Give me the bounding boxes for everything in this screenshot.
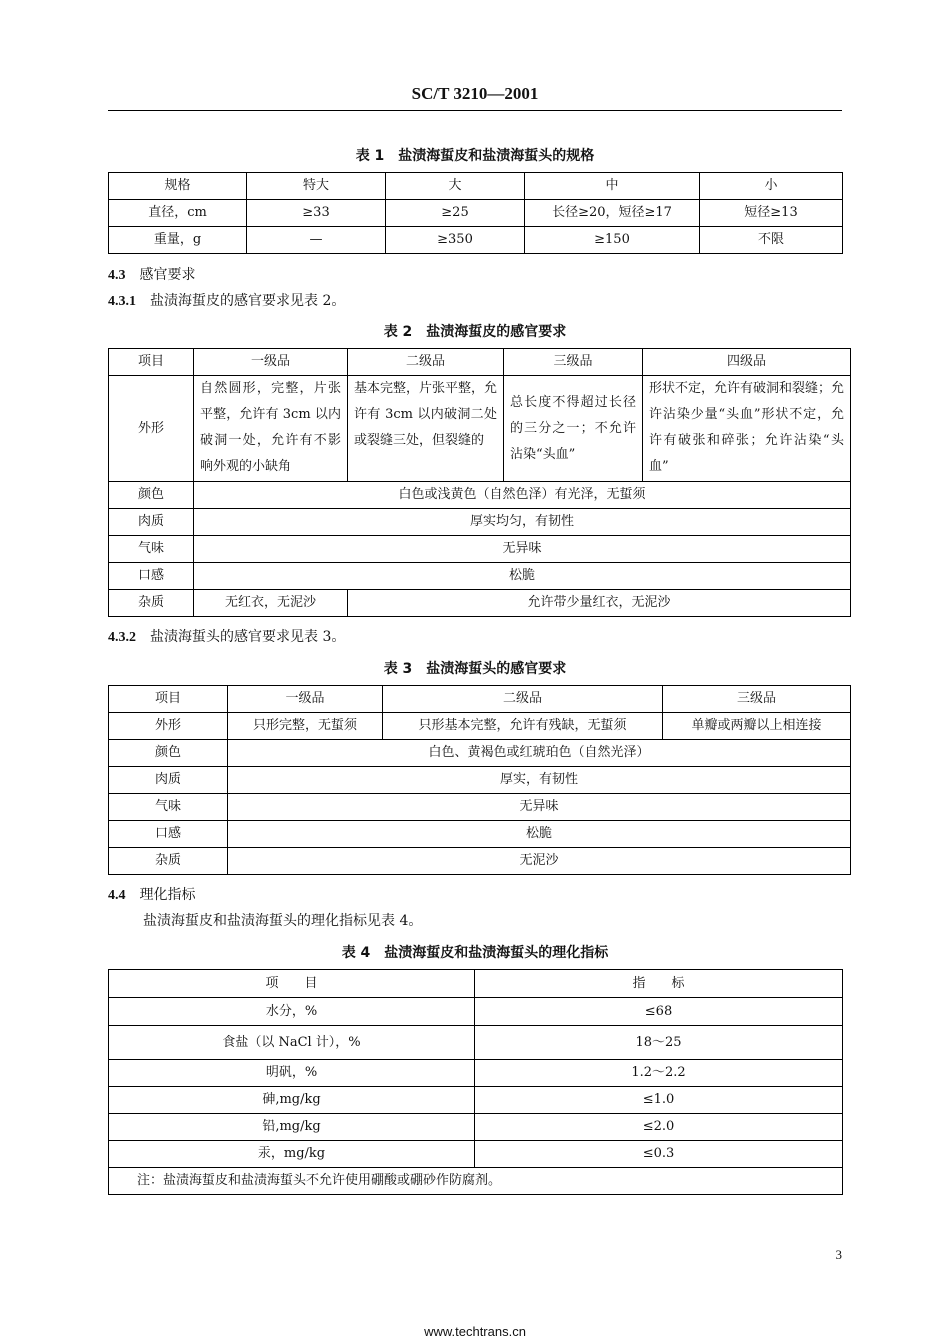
table2-row-color: [109, 482, 851, 509]
section-4-4-text: 盐渍海蜇皮和盐渍海蜇头的理化指标见表 4。: [143, 913, 423, 929]
table1-cell: 大: [386, 173, 525, 200]
table3-cell: 外形: [109, 713, 228, 740]
table4-header-row: [109, 970, 843, 998]
table4-cell: 砷,mg/kg: [109, 1087, 475, 1114]
table2-cell: 二级品: [348, 349, 504, 376]
table2-row-texture: [109, 509, 851, 536]
table1-caption: 表 1 盐渍海蜇皮和盐渍海蜇头的规格: [355, 148, 595, 164]
table1-cell: ≥150: [525, 227, 700, 254]
table3-cell: 无泥沙: [228, 848, 851, 875]
table4-row: [109, 1026, 843, 1060]
table3-cell: 二级品: [383, 686, 663, 713]
table3-cell: 白色、黄褐色或红琥珀色（自然光泽）: [228, 740, 851, 767]
section-title: 理化指标: [139, 887, 196, 903]
table2-cell: 形状不定，允许有破洞和裂缝；允许沾染少量“头血”形状不定，允许有破张和碎张；允许沾染“头血”: [643, 376, 851, 482]
table1-cell: 短径≥13: [700, 200, 843, 227]
table3-cell: 只形完整，无蜇须: [228, 713, 383, 740]
section-4-3-1-heading: [108, 292, 345, 311]
table2-cell: 口感: [109, 563, 194, 590]
table4-caption: 表 4 盐渍海蜇皮和盐渍海蜇头的理化指标: [341, 945, 609, 961]
table2-cell: 厚实均匀，有韧性: [194, 509, 851, 536]
table1-cell: 规格: [109, 173, 247, 200]
page-number: 3: [835, 1247, 842, 1262]
table3-row-smell: [109, 794, 851, 821]
header-rule: [108, 110, 842, 111]
table1-cell: ≥25: [386, 200, 525, 227]
table4-row: [109, 1087, 843, 1114]
table4-note-row: [109, 1168, 843, 1195]
table4-row: [109, 1114, 843, 1141]
table3-cell: 三级品: [663, 686, 851, 713]
table3-cell: 杂质: [109, 848, 228, 875]
table2-row-impurity: [109, 590, 851, 617]
table4-note: 注：盐渍海蜇皮和盐渍海蜇头不允许使用硼酸或硼砂作防腐剂。: [109, 1168, 843, 1195]
table4-cell: ≤68: [475, 998, 843, 1026]
table4-cell: 汞，mg/kg: [109, 1141, 475, 1168]
table2-cell: 四级品: [643, 349, 851, 376]
table1-header-row: [109, 173, 843, 200]
section-text: 盐渍海蜇皮的感官要求见表 2。: [150, 293, 346, 309]
table3-cell: 口感: [109, 821, 228, 848]
table2-cell: 允许带少量红衣，无泥沙: [348, 590, 851, 617]
table1-specifications: [108, 172, 843, 254]
table2-cell: 一级品: [194, 349, 348, 376]
table3-row-impurity: [109, 848, 851, 875]
table3-cell: 单瓣或两瓣以上相连接: [663, 713, 851, 740]
section-title: 感官要求: [139, 267, 196, 283]
footer-url: www.techtrans.cn: [424, 1324, 526, 1339]
section-number: 4.3: [108, 268, 126, 283]
table2-row-smell: [109, 536, 851, 563]
table2-cell: 基本完整，片张平整，允许有 3cm 以内破洞二处或裂缝三处，但裂缝的: [348, 376, 504, 482]
table3-cell: 肉质: [109, 767, 228, 794]
table3-cell: 颜色: [109, 740, 228, 767]
table1-row-diameter: [109, 200, 843, 227]
section-number: 4.3.1: [108, 294, 136, 309]
table4-row: [109, 1141, 843, 1168]
table3-row-appearance: [109, 713, 851, 740]
table2-cell: 白色或浅黄色（自然色泽）有光泽，无蜇须: [194, 482, 851, 509]
table4-cell: 18～25: [475, 1026, 843, 1060]
table2-header-row: [109, 349, 851, 376]
table4-cell: 铅,mg/kg: [109, 1114, 475, 1141]
table1-cell: ≥350: [386, 227, 525, 254]
table1-cell: 长径≥20，短径≥17: [525, 200, 700, 227]
table2-cell: 无红衣，无泥沙: [194, 590, 348, 617]
table2-cell: 松脆: [194, 563, 851, 590]
table2-caption: 表 2 盐渍海蜇皮的感官要求: [383, 324, 567, 340]
table4-cell: ≤0.3: [475, 1141, 843, 1168]
table2-row-taste: [109, 563, 851, 590]
section-4-3-heading: [108, 266, 196, 285]
table2-cell: 杂质: [109, 590, 194, 617]
table2-cell: 总长度不得超过长径的三分之一；不允许沾染“头血”: [504, 376, 643, 482]
section-number: 4.3.2: [108, 630, 136, 645]
table1-cell: ≥33: [247, 200, 386, 227]
table1-cell: 重量，g: [109, 227, 247, 254]
table4-row: [109, 1060, 843, 1087]
table2-cell: 自然圆形，完整，片张平整，允许有 3cm 以内破洞一处，允许有不影响外观的小缺角: [194, 376, 348, 482]
table4-cell: 项 目: [109, 970, 475, 998]
table4-cell: ≤1.0: [475, 1087, 843, 1114]
table2-row-appearance: [109, 376, 851, 482]
table4-cell: 食盐（以 NaCl 计），%: [109, 1026, 475, 1060]
table3-cell: 气味: [109, 794, 228, 821]
table3-cell: 项目: [109, 686, 228, 713]
table3-cell: 一级品: [228, 686, 383, 713]
table3-row-color: [109, 740, 851, 767]
table3-cell: 无异味: [228, 794, 851, 821]
table1-cell: 直径，cm: [109, 200, 247, 227]
table2-cell: 外形: [109, 376, 194, 482]
table2-cell: 颜色: [109, 482, 194, 509]
table4-physicochemical: [108, 969, 843, 1195]
page-header-standard-number: SC/T 3210—2001: [411, 84, 539, 103]
section-4-3-2-heading: [108, 628, 345, 647]
table4-row: [109, 998, 843, 1026]
table1-cell: —: [247, 227, 386, 254]
section-text: 盐渍海蜇头的感官要求见表 3。: [150, 629, 346, 645]
table4-cell: 明矾，%: [109, 1060, 475, 1087]
table1-cell: 特大: [247, 173, 386, 200]
table4-cell: 1.2～2.2: [475, 1060, 843, 1087]
table2-cell: 气味: [109, 536, 194, 563]
table2-cell: 肉质: [109, 509, 194, 536]
table3-jellyfish-head-sensory: [108, 685, 851, 875]
table3-row-texture: [109, 767, 851, 794]
table4-cell: ≤2.0: [475, 1114, 843, 1141]
table1-cell: 小: [700, 173, 843, 200]
table4-cell: 水分，%: [109, 998, 475, 1026]
table1-cell: 中: [525, 173, 700, 200]
table1-row-weight: [109, 227, 843, 254]
table2-cell: 三级品: [504, 349, 643, 376]
section-4-4-heading: [108, 886, 196, 905]
table2-cell: 无异味: [194, 536, 851, 563]
table3-cell: 松脆: [228, 821, 851, 848]
table4-cell: 指 标: [475, 970, 843, 998]
table3-cell: 厚实，有韧性: [228, 767, 851, 794]
table3-cell: 只形基本完整，允许有残缺，无蜇须: [383, 713, 663, 740]
table3-header-row: [109, 686, 851, 713]
table2-cell: 项目: [109, 349, 194, 376]
table1-cell: 不限: [700, 227, 843, 254]
table3-caption: 表 3 盐渍海蜇头的感官要求: [383, 661, 567, 677]
table3-row-taste: [109, 821, 851, 848]
table2-jellyfish-skin-sensory: [108, 348, 851, 617]
section-number: 4.4: [108, 888, 126, 903]
